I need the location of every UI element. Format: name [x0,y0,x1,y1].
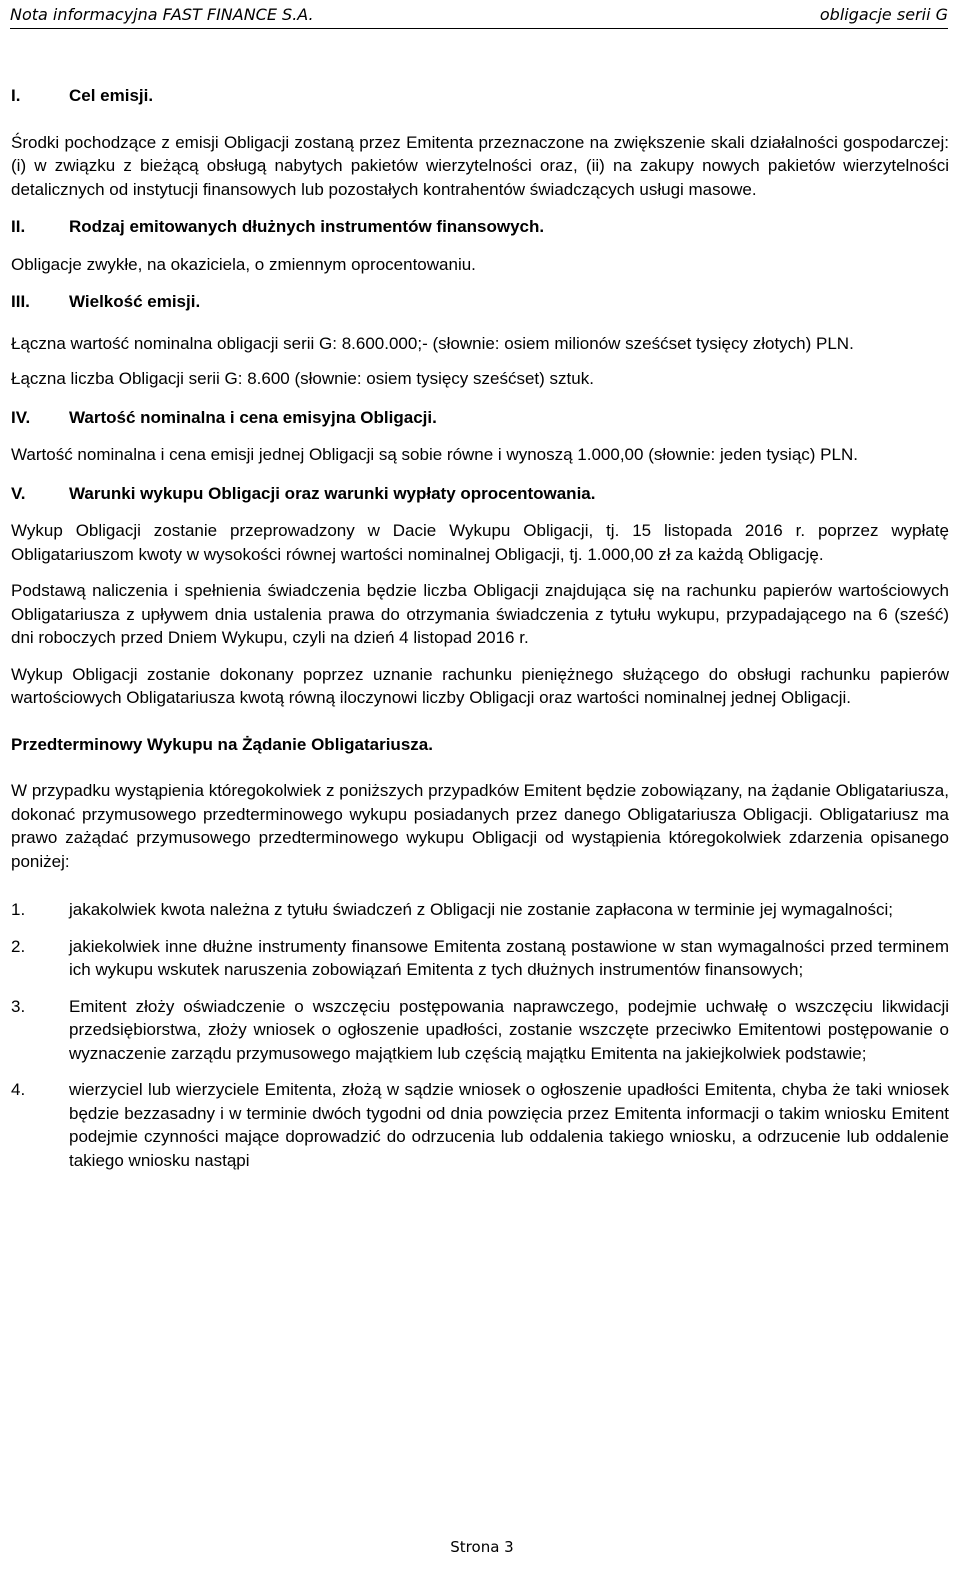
section-4-number: IV. [11,407,31,427]
header-document-title: Nota informacyjna FAST FINANCE S.A. [10,5,314,24]
section-3-paragraph-2: Łączna liczba Obligacji serii G: 8.600 (słownie: osiem tysięcy sześćset) sztuk. [11,369,594,388]
early-redemption-title: Przedterminowy Wykupu na Żądanie Obligatariusza. [11,734,433,754]
section-5-heading [11,482,949,506]
list-item-text: jakakolwiek kwota należna z tytułu świadczeń z Obligacji nie zostanie zapłacona w terminie jej wymagalności; [69,900,893,919]
list-item [11,995,949,1066]
section-1-number: I. [11,86,21,105]
list-item-text: wierzyciel lub wierzyciele Emitenta, złożą w sądzie wniosek o ogłoszenie upadłości Emitenta, chyba że taki wniosek będzie bezzasadny i w terminie dwóch tygodni od dnia powzięcia przez Emitenta informacji o takim wniosku Emitent podejmie czynności mające doprowadzić do odrzucenia lub oddalenia takiego wniosku, a odrzucenie lub oddalenie takiego wniosku nastąpi [69,1080,949,1170]
section-3-title: Wielkość emisji. [69,292,201,311]
section-1-paragraph: Środki pochodzące z emisji Obligacji zostaną przez Emitenta przeznaczone na zwiększenie skali działalności gospodarczej: (i) w związku z bieżącą obsługą nabytych pakietów wierzytelności oraz, (ii) na zakupy nowych pakietów wierzytelności detalicznych od instytucji finansowych lub pozostałych kontrahentów świadczących usługi masowe. [11,132,949,199]
list-item [11,1078,949,1172]
early-redemption-paragraph: W przypadku wystąpienia któregokolwiek z poniższych przypadków Emitent będzie zobowiązany, na żądanie Obligatariusza, dokonać przymusowego przedterminowego wykupu posiadanych przez danego Obligatariusza Obligacji. Obligatariusz ma prawo zażądać przymusowego przedterminowego wykupu Obligacji od wystąpienia któregokolwiek zdarzenia opisanego poniżej: [11,781,949,871]
section-3-number: III. [11,292,30,311]
section-2-heading [11,215,949,239]
section-2-number: II. [11,217,26,236]
section-4-heading [11,406,949,430]
section-4-paragraph: Wartość nominalna i cena emisji jednej Obligacji są sobie równe i wynoszą 1.000,00 (słownie: jeden tysiąc) PLN. [11,445,858,464]
list-item-text: jakiekolwiek inne dłużne instrumenty finansowe Emitenta zostaną postawione w stan wymagalności przed terminem ich wykupu wskutek naruszenia zobowiązań Emitenta z tych dłużnych instrumentów finansowych; [69,936,949,979]
document-body [11,84,949,1172]
section-5-number: V. [11,483,26,503]
list-item-number: 3. [11,996,26,1016]
list-item-number: 4. [11,1080,26,1099]
page-header [10,4,948,29]
header-series-label: obligacje serii G [819,5,948,24]
section-5-paragraph-1: Wykup Obligacji zostanie przeprowadzony w Dacie Wykupu Obligacji, tj. 15 listopada 2016 r. poprzez wypłatę Obligatariuszom kwoty w wysokości równej wartości nominalnej Obligacji, tj. 1.000,00 zł za każdą Obligację. [11,521,949,564]
section-5-title: Warunki wykupu Obligacji oraz warunki wypłaty oprocentowania. [69,483,596,503]
section-4-title: Wartość nominalna i cena emisyjna Obligacji. [69,407,437,427]
list-item-number: 2. [11,936,26,956]
section-3-heading [11,290,949,314]
list-item-text: Emitent złoży oświadczenie o wszczęciu postępowania naprawczego, podejmie uchwałę o wszczęciu likwidacji przedsiębiorstwa, złoży wniosek o ogłoszenie upadłości, zostanie wszczęte przeciwko Emitentowi postępowanie o wyznaczenie zarządu przymusowego majątkiem lub częścią majątku Emitenta na jakiejkolwiek podstawie; [69,996,949,1063]
page-footer [0,1536,960,1558]
section-5-paragraph-2: Podstawą naliczenia i spełnienia świadczenia będzie liczba Obligacji znajdująca się na rachunku papierów wartościowych Obligatariusza z upływem dnia ustalenia prawa do otrzymania świadczenia z tytułu wykupu, przypadającego na 6 (sześć) dni roboczych przed Dniem Wykupu, czyli na dzień 4 listopad 2016 r. [11,581,949,647]
list-item-number: 1. [11,900,26,919]
list-item [11,898,949,922]
section-2-title: Rodzaj emitowanych dłużnych instrumentów finansowych. [69,217,545,236]
page-number: Strona 3 [450,1538,514,1556]
section-5-paragraph-3: Wykup Obligacji zostanie dokonany poprzez uznanie rachunku pieniężnego służącego do obsługi rachunku papierów wartościowych Obligatariusza kwotą równą iloczynowi liczby Obligacji oraz wartości nominalnej jednej Obligacji. [11,664,949,707]
list-item [11,935,949,982]
section-1-title: Cel emisji. [69,86,154,105]
section-2-paragraph: Obligacje zwykłe, na okaziciela, o zmiennym oprocentowaniu. [11,254,476,274]
section-1-heading [11,84,949,108]
section-3-paragraph-1: Łączna wartość nominalna obligacji serii G: 8.600.000;- (słownie: osiem milionów sześćset tysięcy złotych) PLN. [11,333,854,353]
